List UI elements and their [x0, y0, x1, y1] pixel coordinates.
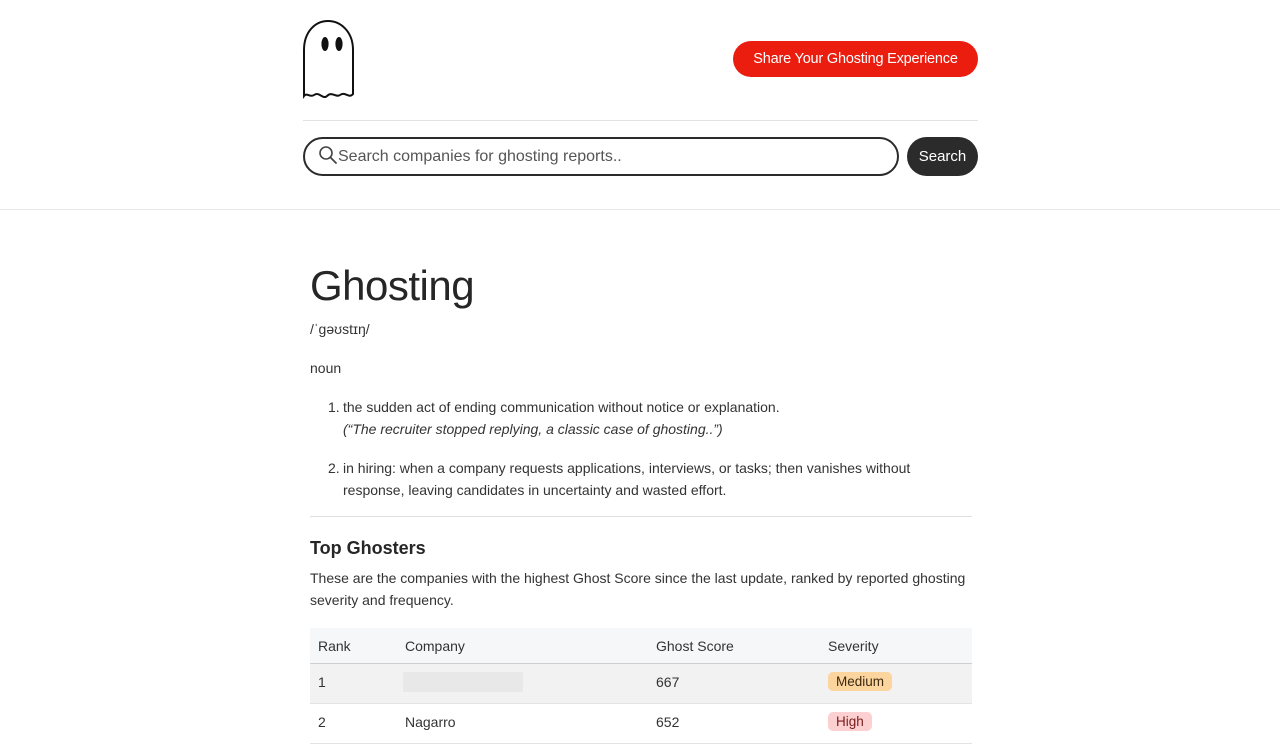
- severity-badge: Medium: [828, 672, 892, 691]
- column-header-rank[interactable]: Rank: [318, 638, 351, 654]
- ghost-score-cell: 652: [656, 714, 680, 730]
- table-header: [310, 628, 972, 664]
- definition-list: [310, 396, 972, 518]
- definition-number: 2.: [328, 460, 340, 476]
- definition-number: 1.: [328, 399, 340, 415]
- definition-text: in hiring: when a company requests applications, interviews, or tasks; then vanishes without response, leaving candidates in uncertainty and wasted effort.: [343, 460, 911, 498]
- column-header-ghost-score[interactable]: Ghost Score: [656, 638, 734, 654]
- column-header-severity[interactable]: Severity: [828, 638, 879, 654]
- share-experience-button[interactable]: Share Your Ghosting Experience: [733, 41, 978, 77]
- column-header-company[interactable]: Company: [405, 638, 465, 654]
- part-of-speech: noun: [310, 360, 342, 376]
- search-input[interactable]: [338, 139, 888, 174]
- table-row[interactable]: [310, 664, 972, 704]
- definition-text: the sudden act of ending communication without notice or explanation.: [343, 399, 780, 415]
- page-title: Ghosting: [310, 262, 475, 309]
- table-row[interactable]: [310, 704, 972, 744]
- phonetic-spelling: /ˈɡəʊstɪŋ/: [310, 321, 370, 337]
- definition-item: [310, 457, 972, 501]
- definition-item: [310, 396, 972, 440]
- section-divider: [310, 516, 972, 517]
- search-icon: [318, 145, 338, 165]
- definition-example: (“The recruiter stopped replying, a classic case of ghosting..”): [343, 421, 723, 437]
- top-ghosters-table: [310, 628, 972, 744]
- top-ghosters-title: Top Ghosters: [310, 538, 426, 558]
- site-header: [0, 0, 1280, 210]
- search-button[interactable]: Search: [907, 137, 978, 176]
- ghost-score-cell: 667: [656, 674, 680, 690]
- company-cell[interactable]: Nagarro: [405, 714, 456, 730]
- search-box[interactable]: [303, 137, 899, 176]
- ghost-logo-icon[interactable]: [303, 20, 355, 100]
- rank-cell: 2: [318, 714, 326, 730]
- header-divider: [303, 120, 978, 121]
- top-ghosters-description: These are the companies with the highest Ghost Score since the last update, ranked by reported ghosting severity and frequency.: [310, 570, 966, 608]
- severity-badge: High: [828, 712, 872, 731]
- rank-cell: 1: [318, 674, 326, 690]
- company-cell-redacted: [403, 672, 523, 692]
